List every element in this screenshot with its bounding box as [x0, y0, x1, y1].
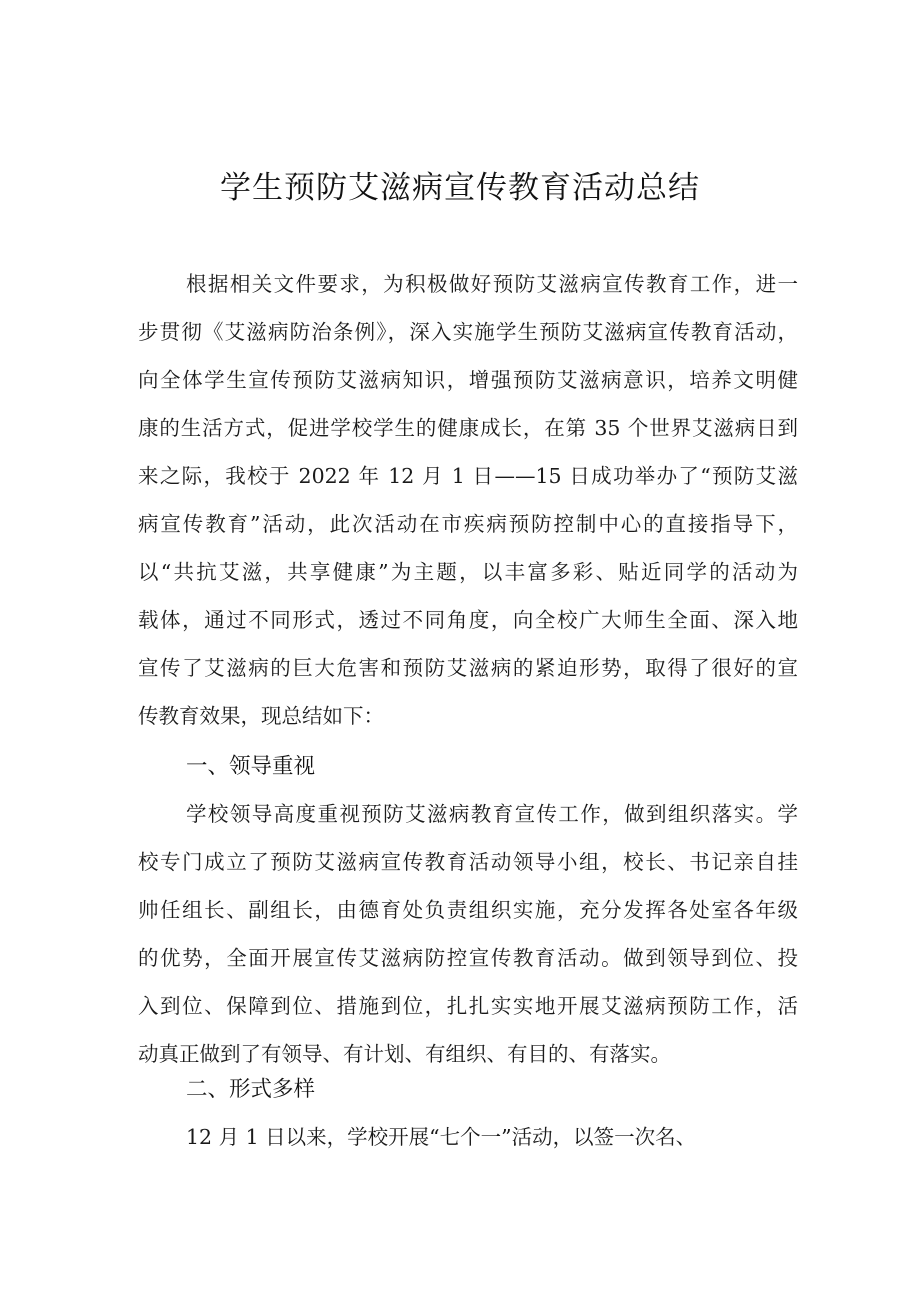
paragraph-line: 校专门成立了预防艾滋病宣传教育活动领导小组，校长、书记亲自挂: [138, 850, 798, 874]
paragraph-leadership: [138, 790, 798, 1078]
paragraph-line: 学校领导高度重视预防艾滋病教育宣传工作，做到组织落实。学: [186, 802, 798, 826]
paragraph-line: 的优势，全面开展宣传艾滋病防控宣传教育活动。做到领导到位、投: [138, 946, 798, 970]
paragraph-line: 来之际，我校于 2022 年 12 月 1 日——15 日成功举办了“预防艾滋: [138, 464, 798, 488]
paragraph-forms: [138, 1113, 798, 1161]
paragraph-line: 向全体学生宣传预防艾滋病知识，增强预防艾滋病意识，培养文明健: [138, 368, 798, 392]
paragraph-line: 帅任组长、副组长，由德育处负责组织实施，充分发挥各处室各年级: [138, 898, 798, 922]
section-heading-forms: [138, 1066, 798, 1114]
paragraph-line: 病宣传教育”活动，此次活动在市疾病预防控制中心的直接指导下，: [138, 512, 798, 536]
paragraph-line: 步贯彻《艾滋病防治条例》，深入实施学生预防艾滋病宣传教育活动，: [138, 320, 798, 344]
section-heading-text: 一、领导重视: [186, 754, 316, 779]
paragraph-intro: [138, 260, 798, 740]
paragraph-line: 载体，通过不同形式，透过不同角度，向全校广大师生全面、深入地: [138, 608, 798, 632]
section-heading-text: 二、形式多样: [186, 1077, 316, 1102]
paragraph-line: 根据相关文件要求，为积极做好预防艾滋病宣传教育工作，进一: [186, 272, 798, 296]
paragraph-line: 宣传了艾滋病的巨大危害和预防艾滋病的紧迫形势，取得了很好的宣: [138, 656, 798, 680]
paragraph-line: 以“共抗艾滋，共享健康”为主题，以丰富多彩、贴近同学的活动为: [138, 560, 798, 584]
document-title: 学生预防艾滋病宣传教育活动总结: [220, 170, 700, 206]
paragraph-line: 动真正做到了有领导、有计划、有组织、有目的、有落实。: [138, 1042, 671, 1066]
paragraph-line: 12 月 1 日以来，学校开展“七个一”活动，以签一次名、: [186, 1125, 697, 1149]
section-heading-leadership: [138, 743, 798, 791]
paragraph-line: 传教育效果，现总结如下：: [138, 704, 384, 728]
paragraph-line: 入到位、保障到位、措施到位，扎扎实实地开展艾滋病预防工作，活: [138, 994, 798, 1018]
paragraph-line: 康的生活方式，促进学校学生的健康成长，在第 35 个世界艾滋病日到: [138, 416, 798, 440]
